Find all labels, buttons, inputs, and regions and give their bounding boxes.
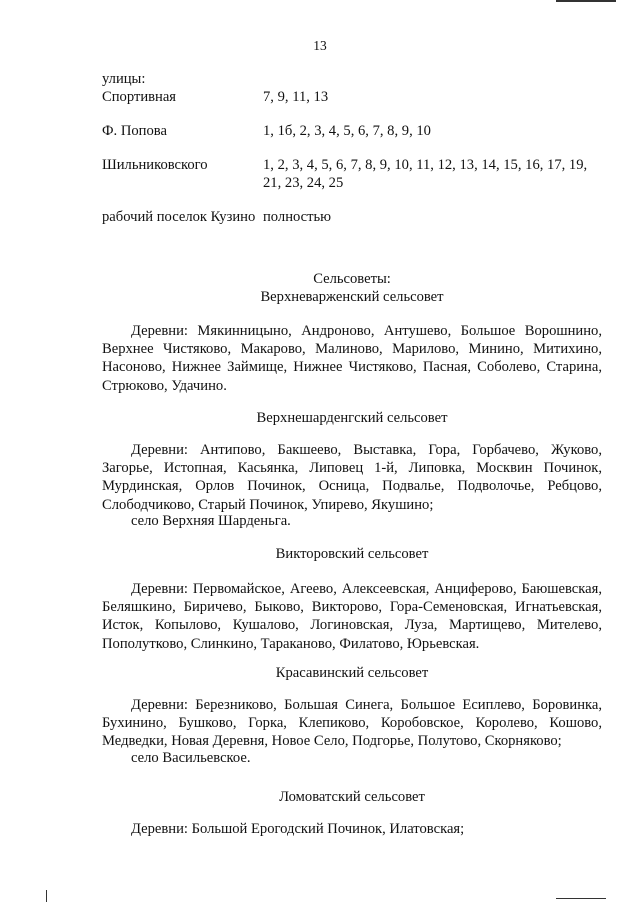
council-title: Викторовский сельсовет bbox=[275, 546, 429, 562]
scan-mark-bottom-right bbox=[556, 898, 606, 899]
streets-heading-label: улицы: bbox=[102, 71, 146, 87]
council-title: Верхневарженский сельсовет bbox=[260, 289, 444, 305]
council-title: Верхнешарденгский сельсовет bbox=[256, 410, 448, 426]
scan-mark-top-right bbox=[556, 0, 616, 2]
council-villages: Деревни: Мякинницыно, Андроново, Антушево, Большое Ворошнино, Верхнее Чистяково, Макарово, Малиново, Марилово, Минино, Митихино, Насоново, Нижнее Займище, Нижнее Чистяково, Пасная, Соболево, Старина, Стрюково, Удачино. bbox=[102, 323, 602, 394]
street-name: Спортивная bbox=[102, 89, 177, 105]
council-villages: Деревни: Большой Ерогодский Починок, Илатовская; bbox=[131, 821, 465, 837]
street-name: Шильниковского bbox=[102, 157, 208, 173]
council-title: Ломоватский сельсовет bbox=[279, 789, 425, 805]
street-houses: 7, 9, 11, 13 bbox=[263, 89, 329, 105]
council-villages: Деревни: Первомайское, Агеево, Алексеевская, Анциферово, Баюшевская, Беляшкино, Биричево, Быково, Викторово, Гора-Семеновская, Игнатьевская, Исток, Копылово, Кушалово, Логиновская, Луза, Мартищево, Мителево, Пополутково, Слинкино, Тараканово, Филатово, Юрьевская. bbox=[102, 581, 602, 652]
settlement-name: рабочий поселок Кузино bbox=[102, 209, 256, 225]
street-houses: 1, 1б, 2, 3, 4, 5, 6, 7, 8, 9, 10 bbox=[263, 123, 431, 139]
council-title: Красавинский сельсовет bbox=[275, 665, 429, 681]
settlement-value: полностью bbox=[263, 209, 332, 225]
council-villages: Деревни: Березниково, Большая Синега, Большое Есиплево, Боровинка, Бухинино, Бушково, Горка, Клепиково, Коробовское, Королево, Кошово, Медведки, Новая Деревня, Новое Село, Подгорье, Полутово, Скорняково; bbox=[102, 697, 602, 750]
council-selo: село Васильевское. bbox=[131, 750, 251, 766]
councils-heading: Сельсоветы: bbox=[313, 271, 391, 287]
street-name: Ф. Попова bbox=[102, 123, 167, 139]
scan-mark-bottom-left bbox=[46, 890, 47, 902]
street-houses: 1, 2, 3, 4, 5, 6, 7, 8, 9, 10, 11, 12, 13, 14, 15, 16, 17, 19, 21, 23, 24, 25 bbox=[263, 157, 588, 191]
council-selo: село Верхняя Шарденьга. bbox=[131, 513, 291, 529]
page-number: 13 bbox=[313, 38, 327, 53]
council-villages: Деревни: Антипово, Бакшеево, Выставка, Гора, Горбачево, Жуково, Загорье, Истопная, Касьянка, Липовец 1-й, Липовка, Москвин Починок, Мурдинская, Орлов Починок, Осница, Подвалье, Подволочье, Ребцово, Слободчиково, Старый Починок, Упирево, Якушино; bbox=[102, 442, 602, 513]
